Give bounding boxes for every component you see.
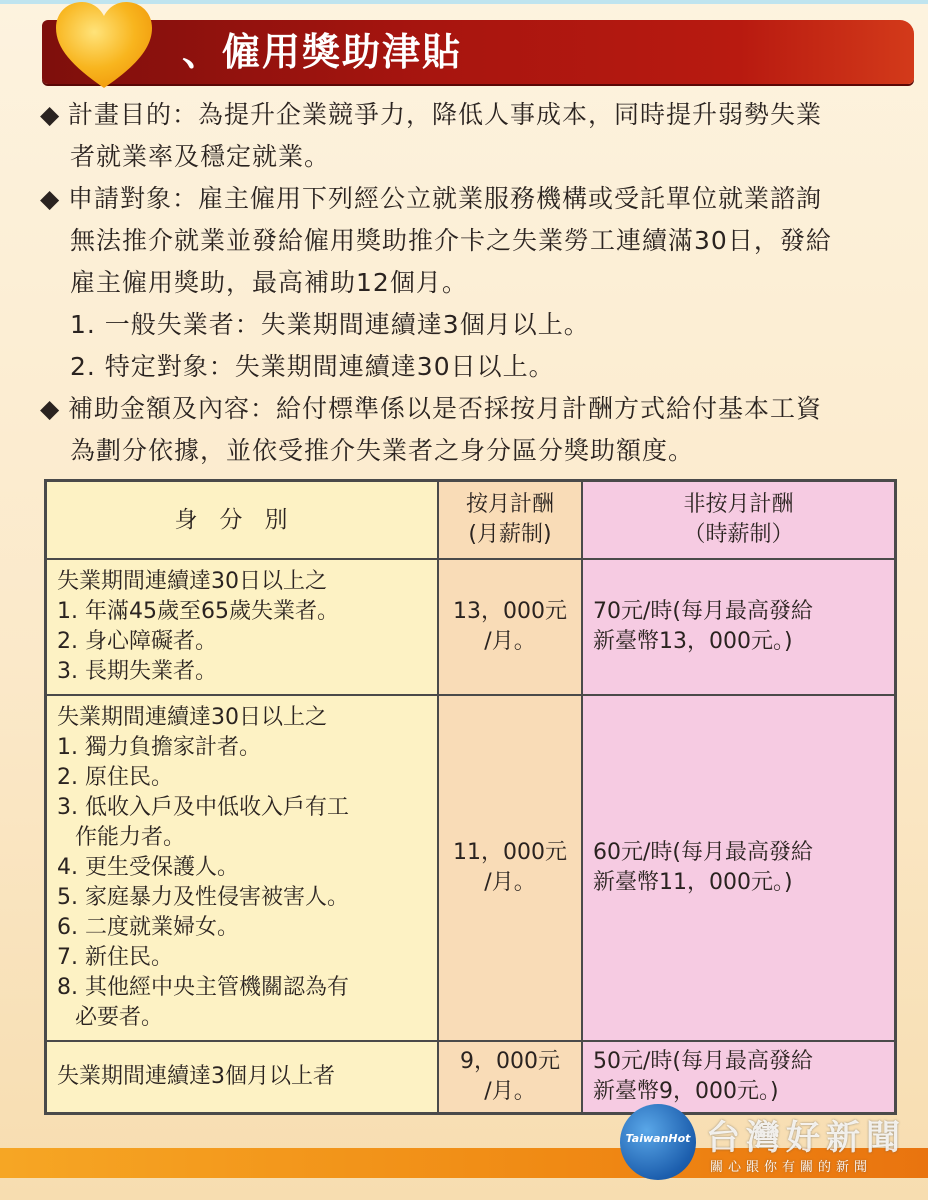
- amount-line2: 為劃分依據，並依受推介失業者之身分區分獎助額度。: [70, 436, 695, 465]
- header-monthly: [438, 481, 582, 559]
- row3-line: 失業期間連續達3個月以上者: [57, 1064, 335, 1090]
- section-goal: [40, 94, 918, 178]
- watermark-subtitle: 關心跟你有關的新聞: [710, 1160, 873, 1175]
- header-hourly-line1: 非按月計酬: [683, 491, 794, 517]
- goal-line1: 計畫目的：為提升企業競爭力，降低人事成本，同時提升弱勢失業: [68, 100, 823, 129]
- row1-line: 2. 身心障礙者。: [57, 628, 217, 654]
- diamond-bullet-icon: ◆: [40, 184, 61, 213]
- table-header-row: [46, 481, 896, 559]
- section-amount: [40, 388, 918, 472]
- taiwanhot-logo-icon: [620, 1104, 696, 1180]
- row1-hourly: [582, 559, 896, 695]
- row1-monthly-amount: 13，000元: [453, 598, 567, 624]
- row3-monthly-unit: /月。: [484, 1079, 536, 1105]
- row2-line: 4. 更生受保護人。: [57, 855, 239, 881]
- table-row: [46, 1041, 896, 1113]
- row2-line: 2. 原住民。: [57, 765, 173, 791]
- row2-hourly-line1: 60元/時(每月最高發給: [593, 840, 813, 866]
- row2-line: 8. 其他經中央主管機關認為有: [57, 975, 349, 1001]
- row1-line: 1. 年滿45歲至65歲失業者。: [57, 598, 339, 624]
- row2-monthly: [438, 695, 582, 1042]
- row1-monthly: [438, 559, 582, 695]
- target-line1: 申請對象：雇主僱用下列經公立就業服務機構或受託單位就業諮詢: [68, 184, 823, 213]
- row1-hourly-line1: 70元/時(每月最高發給: [593, 598, 813, 624]
- row1-identity: [46, 559, 439, 695]
- row2-identity: [46, 695, 439, 1042]
- row1-hourly-line2: 新臺幣13，000元。): [593, 628, 793, 654]
- watermark-title: 台灣好新聞: [706, 1118, 906, 1158]
- subsidy-table: [44, 479, 897, 1115]
- row3-monthly: [438, 1041, 582, 1113]
- heart-icon: [52, 0, 156, 92]
- table-row: [46, 695, 896, 1042]
- table-row: [46, 559, 896, 695]
- row3-hourly: [582, 1041, 896, 1113]
- row2-line: 1. 獨力負擔家計者。: [57, 735, 261, 761]
- row2-line: 3. 低收入戶及中低收入戶有工: [57, 795, 349, 821]
- title-banner: [42, 20, 914, 84]
- logo-circle-text: TaiwanHot: [625, 1132, 691, 1145]
- target-line3: 雇主僱用獎助，最高補助12個月。: [70, 268, 468, 297]
- content-area: [40, 94, 918, 472]
- target-line2: 無法推介就業並發給僱用獎助推介卡之失業勞工連續滿30日，發給: [70, 226, 832, 255]
- row1-line: 3. 長期失業者。: [57, 658, 217, 684]
- header-identity: 身分別: [46, 481, 439, 559]
- row3-hourly-line2: 新臺幣9，000元。): [593, 1079, 779, 1105]
- row2-line: 必要者。: [75, 1005, 164, 1031]
- header-monthly-line1: 按月計酬: [465, 491, 554, 517]
- amount-line1: 補助金額及內容：給付標準係以是否採按月計酬方式給付基本工資: [68, 394, 823, 423]
- target-item2: 2. 特定對象：失業期間連續達30日以上。: [70, 352, 555, 381]
- row2-line: 6. 二度就業婦女。: [57, 915, 239, 941]
- row3-hourly-line1: 50元/時(每月最高發給: [593, 1049, 813, 1075]
- watermark-logo: [620, 1104, 920, 1184]
- row2-line: 7. 新住民。: [57, 945, 173, 971]
- diamond-bullet-icon: ◆: [40, 394, 61, 423]
- header-monthly-line2: (月薪制): [468, 521, 552, 547]
- row1-line: 失業期間連續達30日以上之: [57, 568, 327, 594]
- page-title: 、僱用獎助津貼: [182, 30, 463, 74]
- row2-monthly-amount: 11，000元: [453, 840, 567, 866]
- row3-identity: [46, 1041, 439, 1113]
- row2-line: 失業期間連續達30日以上之: [57, 705, 327, 731]
- goal-line2: 者就業率及穩定就業。: [70, 142, 331, 171]
- target-item1: 1. 一般失業者：失業期間連續達3個月以上。: [70, 310, 590, 339]
- diamond-bullet-icon: ◆: [40, 100, 61, 129]
- header-hourly: [582, 481, 896, 559]
- header-hourly-line2: （時薪制）: [683, 521, 794, 547]
- row1-monthly-unit: /月。: [484, 628, 536, 654]
- row3-monthly-amount: 9，000元: [460, 1049, 560, 1075]
- row2-line: 作能力者。: [75, 825, 186, 851]
- row2-hourly-line2: 新臺幣11，000元。): [593, 870, 793, 896]
- row2-monthly-unit: /月。: [484, 870, 536, 896]
- row2-hourly: [582, 695, 896, 1042]
- section-target: [40, 178, 918, 304]
- row2-line: 5. 家庭暴力及性侵害被害人。: [57, 885, 349, 911]
